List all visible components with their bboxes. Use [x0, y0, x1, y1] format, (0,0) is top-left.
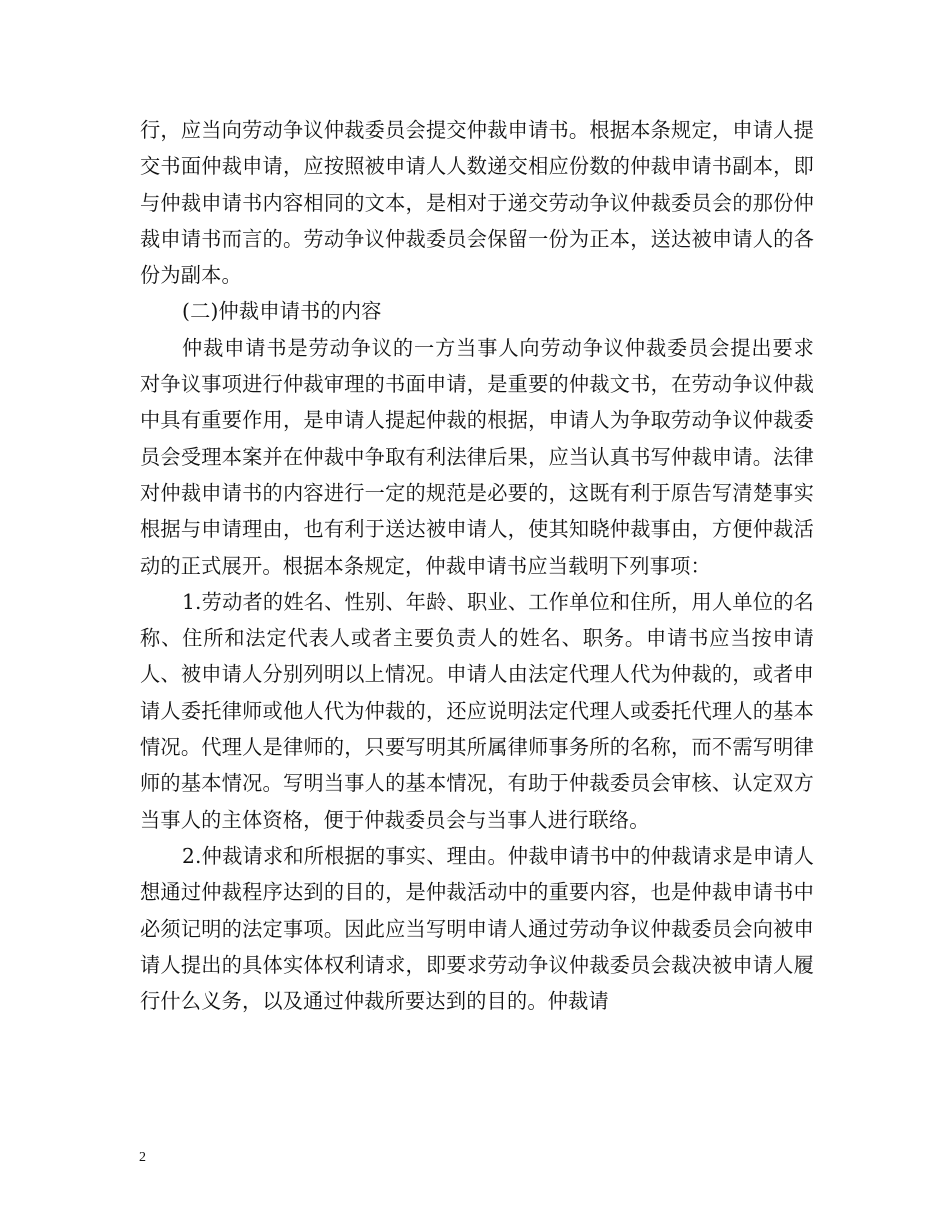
paragraph-arbitration-application: 仲裁申请书是劳动争议的一方当事人向劳动争议仲裁委员会提出要求对争议事项进行仲裁审理的书面申请，是重要的仲裁文书，在劳动争议仲裁中具有重要作用，是申请人提起仲裁的根据，申请人为争取劳动争议仲裁委员会受理本案并在仲裁中争取有利法律后果，应当认真书写仲裁申请。法律对仲裁申请书的内容进行一定的规范是必要的，这既有利于原告写清楚事实根据与申请理由，也有利于送达被申请人，使其知晓仲裁事由，方便仲裁活动的正式展开。根据本条规定，仲裁申请书应当载明下列事项：	[140, 335, 814, 578]
page-number: 2	[139, 1150, 146, 1165]
section-heading: (二)仲裁申请书的内容	[182, 299, 382, 324]
paragraph-continuation: 行，应当向劳动争议仲裁委员会提交仲裁申请书。根据本条规定，申请人提交书面仲裁申请，应按照被申请人人数递交相应份数的仲裁申请书副本，即与仲裁申请书内容相同的文本，是相对于递交劳动争议仲裁委员会的那份仲裁申请书而言的。劳动争议仲裁委员会保留一份为正本，送达被申请人的各份为副本。	[140, 118, 814, 288]
list-item-2: 2.仲裁请求和所根据的事实、理由。仲裁申请书中的仲裁请求是申请人想通过仲裁程序达到的目的，是仲裁活动中的重要内容，也是仲裁申请书中必须记明的法定事项。因此应当写明申请人通过劳动争议仲裁委员会向被申请人提出的具体实体权利请求，即要求劳动争议仲裁委员会裁决被申请人履行什么义务，以及通过仲裁所要达到的目的。仲裁请	[140, 843, 814, 1014]
document-body	[140, 112, 814, 1019]
list-item-1: 1.劳动者的姓名、性别、年龄、职业、工作单位和住所，用人单位的名称、住所和法定代表人或者主要负责人的姓名、职务。申请书应当按申请人、被申请人分别列明以上情况。申请人由法定代理人代为仲裁的，或者申请人委托律师或他人代为仲裁的，还应说明法定代理人或委托代理人的基本情况。代理人是律师的，只要写明其所属律师事务所的名称，而不需写明律师的基本情况。写明当事人的基本情况，有助于仲裁委员会审核、认定双方当事人的主体资格，便于仲裁委员会与当事人进行联络。	[140, 589, 814, 832]
